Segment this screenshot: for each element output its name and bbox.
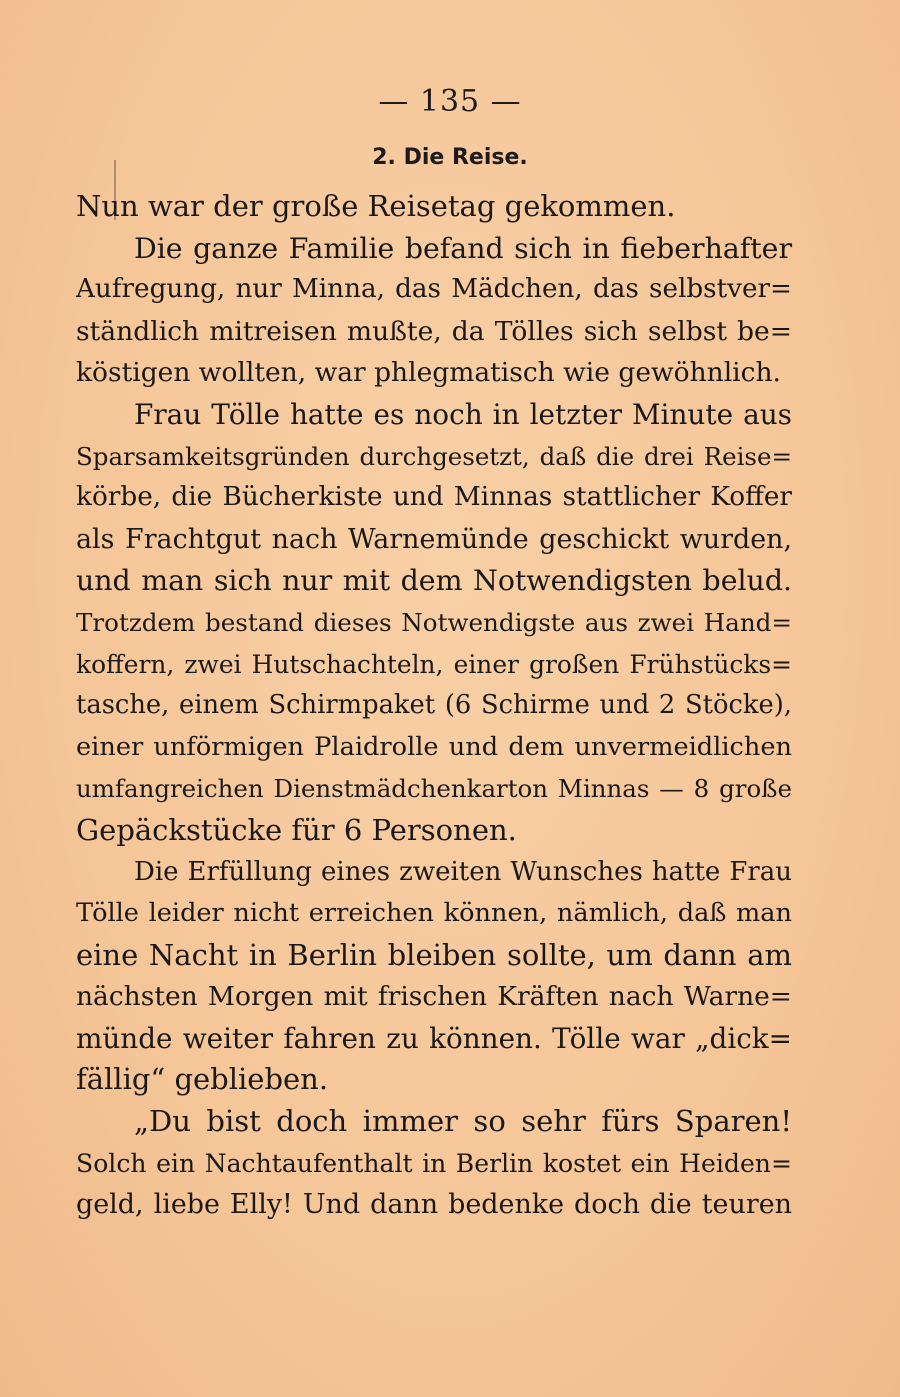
text-line: eine Nacht in Berlin bleiben sollte, um dann am [76, 937, 792, 972]
text-line: und man sich nur mit dem Notwendigsten belud. [76, 564, 792, 598]
text-line: Aufregung, nur Minna, das Mädchen, das selbstver= [76, 274, 792, 305]
text-line: einer unförmigen Plaidrolle und dem unvermeidlichen [76, 731, 792, 762]
text-line: geld, liebe Elly! Und dann bedenke doch die teuren [76, 1189, 792, 1221]
text-line: Sparsamkeitsgründen durchgesetzt, daß die drei Reise= [76, 441, 792, 471]
text-line: Solch ein Nachtaufenthalt in Berlin kostet ein Heiden= [76, 1148, 792, 1178]
text-line: tasche, einem Schirmpaket (6 Schirme und 2 Stöcke), [76, 690, 792, 721]
text-line: Frau Tölle hatte es noch in letzter Minute aus [134, 397, 792, 431]
text-line: Die Erfüllung eines zweiten Wunsches hatte Frau [134, 856, 792, 887]
text-line: nächsten Morgen mit frischen Kräften nach Warne= [76, 981, 792, 1013]
text-line: köstigen wollten, war phlegmatisch wie gewöhnlich. [76, 357, 781, 389]
text-line: Gepäckstücke für 6 Personen. [76, 812, 517, 847]
text-line: körbe, die Bücherkiste und Minnas stattlicher Koffer [76, 482, 792, 513]
text-line: koffern, zwei Hutschachteln, einer großen Frühstücks= [76, 649, 792, 679]
text-line: Trotzdem bestand dieses Notwendigste aus zwei Hand= [76, 607, 792, 637]
text-line: Nun war der große Reisetag gekommen. [76, 189, 676, 223]
text-line: münde weiter fahren zu können. Tölle war „dick= [76, 1021, 792, 1055]
text-line: umfangreichen Dienstmädchenkarton Minnas — 8 große [76, 774, 792, 804]
body-text [76, 186, 792, 1226]
text-line: ständlich mitreisen mußte, da Tölles sich selbst be= [76, 315, 792, 347]
text-line: Die ganze Familie befand sich in fieberhafter [134, 231, 792, 265]
text-line: als Frachtgut nach Warnemünde geschickt wurden, [76, 523, 792, 555]
chapter-heading: 2. Die Reise. [372, 145, 528, 170]
text-line: „Du bist doch immer so sehr fürs Sparen! [134, 1104, 792, 1139]
page-number: — 135 — [378, 84, 522, 119]
text-line: Tölle leider nicht erreichen können, nämlich, daß man [76, 898, 792, 929]
text-line: fällig“ geblieben. [76, 1062, 329, 1097]
